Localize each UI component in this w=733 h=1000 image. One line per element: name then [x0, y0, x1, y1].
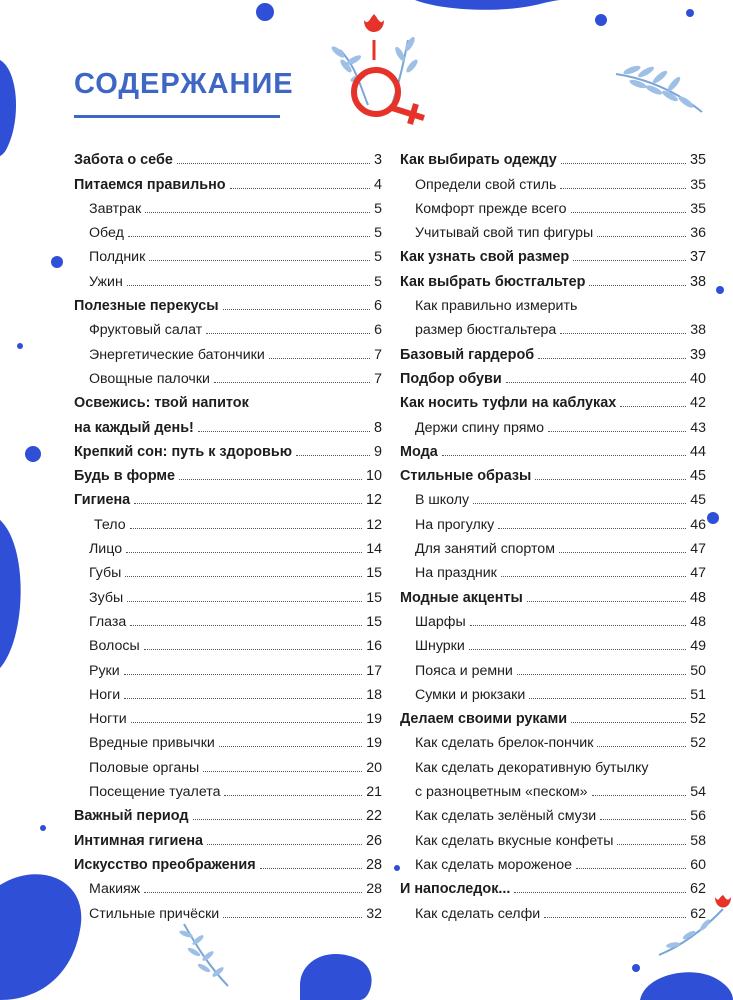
dot-leader [620, 406, 686, 407]
toc-entry-title: Для занятий спортом [415, 541, 555, 558]
title-underline [74, 115, 280, 118]
toc-page-number: 35 [689, 152, 706, 169]
dot-leader [529, 698, 686, 699]
dot-leader [561, 163, 686, 164]
toc-entry-title: Губы [89, 565, 122, 582]
toc-page-number: 60 [690, 856, 706, 873]
dot-leader [127, 285, 370, 286]
dot-leader [506, 382, 686, 383]
dot-leader [130, 625, 362, 626]
toc-entry[interactable] [74, 460, 382, 484]
dot [40, 825, 46, 831]
toc-entry[interactable] [400, 387, 706, 411]
toc-page-number: 56 [690, 808, 706, 825]
dot-leader [134, 503, 362, 504]
toc-page-number: 47 [690, 541, 706, 558]
toc-entry[interactable] [74, 897, 382, 921]
dot-leader [131, 722, 362, 723]
toc-entry-title: Будь в форме [74, 468, 176, 485]
page-title: СОДЕРЖАНИЕ [74, 68, 294, 100]
toc-page-number: 38 [689, 273, 706, 290]
toc-entry-title: Забота о себе [74, 152, 173, 169]
toc-entry[interactable] [400, 654, 706, 678]
toc-entry[interactable] [74, 508, 382, 532]
toc-entry-title: Вредные привычки [89, 735, 215, 752]
dot-leader [469, 649, 686, 650]
dot-leader [203, 771, 362, 772]
toc-entry[interactable] [74, 265, 382, 289]
dot [707, 512, 719, 524]
toc-entry[interactable] [400, 168, 706, 192]
toc-entry-title: на каждый день! [74, 419, 194, 436]
toc-page-number: 18 [366, 686, 382, 703]
toc-page-number: 6 [374, 322, 382, 339]
toc-entry-title: И напоследок... [400, 881, 511, 898]
toc-entry-title: Фруктовый салат [89, 322, 203, 339]
leaf-branch-icon [612, 60, 708, 120]
toc-entry[interactable] [400, 679, 706, 703]
dot [17, 343, 23, 349]
toc-entry[interactable] [400, 484, 706, 508]
toc-entry-title: Как сделать зелёный смузи [415, 808, 597, 825]
dot [51, 256, 63, 268]
toc-entry-title: Как сделать вкусные конфеты [415, 832, 614, 849]
toc-entry[interactable] [400, 751, 706, 800]
dot [25, 446, 41, 462]
dot-leader [128, 236, 370, 237]
toc-page-number: 42 [689, 395, 706, 412]
dot-leader [597, 236, 686, 237]
toc-page-number: 12 [365, 492, 382, 509]
toc-entry-title: Мода [400, 443, 438, 460]
toc-page-number: 12 [366, 516, 382, 533]
toc-entry-title: Половые органы [89, 759, 200, 776]
toc-page-number: 43 [690, 419, 706, 436]
toc-entry-title: Как сделать декоративную бутылку [415, 759, 649, 776]
dot-leader [571, 212, 687, 213]
toc-page-number: 20 [366, 759, 382, 776]
toc-entry[interactable] [400, 217, 706, 241]
toc-page-number: 47 [690, 565, 706, 582]
toc-entry-title: Стильные причёски [89, 905, 220, 922]
toc-entry[interactable] [74, 630, 382, 654]
dot-leader [296, 455, 370, 456]
toc-entry[interactable] [74, 581, 382, 605]
toc-entry-title: Модные акценты [400, 589, 523, 606]
blob-bottom-right [640, 972, 733, 1000]
dot-leader [207, 844, 362, 845]
dot-leader [527, 601, 686, 602]
toc-entry[interactable] [74, 193, 382, 217]
toc-page-number: 62 [690, 905, 706, 922]
toc-page-number: 19 [366, 735, 382, 752]
dot-leader [126, 552, 362, 553]
toc-page-number: 45 [690, 492, 706, 509]
dot-leader [223, 917, 362, 918]
toc-page-number: 28 [366, 881, 382, 898]
dot-leader [124, 674, 363, 675]
toc-entry-title: Держи спину прямо [415, 419, 545, 436]
dot-leader [224, 795, 362, 796]
toc-entry-title: Глаза [89, 613, 127, 630]
leaf-branch-bottom-icon [176, 920, 236, 990]
toc-entry[interactable] [400, 508, 706, 532]
toc-entry-title: В школу [415, 492, 470, 509]
toc-page-number: 4 [373, 176, 382, 193]
toc-entry-title: Зубы [89, 589, 124, 606]
toc-page-number: 49 [690, 638, 706, 655]
toc-entry-title: Подбор обуви [400, 370, 502, 387]
toc-entry-title: Освежись: твой напиток [74, 395, 249, 412]
toc-entry[interactable] [74, 290, 382, 314]
dot [632, 964, 640, 972]
toc-entry[interactable] [74, 800, 382, 824]
toc-page-number: 14 [366, 541, 382, 558]
toc-entry-title: Базовый гардероб [400, 346, 535, 363]
toc-entry-title: Завтрак [89, 200, 142, 217]
toc-entry-title: Как выбрать бюстгальтер [400, 273, 586, 290]
toc-entry[interactable] [400, 338, 706, 362]
toc-entry[interactable] [74, 727, 382, 751]
toc-page-number: 36 [690, 225, 706, 242]
toc-page-number: 46 [690, 516, 706, 533]
dot-leader [535, 479, 686, 480]
toc-page-number: 21 [366, 784, 382, 801]
toc-page-number: 45 [689, 468, 706, 485]
toc-entry-title: Волосы [89, 638, 140, 655]
dot-leader [442, 455, 686, 456]
dot-leader [573, 260, 686, 261]
toc-entry-title: Искусство преображения [74, 856, 256, 873]
dot-leader [269, 358, 370, 359]
toc-entry[interactable] [74, 217, 382, 241]
dot-leader [219, 746, 362, 747]
blob-top-left [0, 60, 16, 156]
toc-page-number: 15 [366, 565, 382, 582]
toc-entry-title: Пояса и ремни [415, 662, 513, 679]
toc-page-number: 22 [365, 808, 382, 825]
toc-page-number: 16 [366, 638, 382, 655]
toc-entry[interactable] [74, 484, 382, 508]
dot-leader [514, 892, 686, 893]
toc-page-number: 17 [366, 662, 382, 679]
toc-entry-title: с разноцветным «песком» [415, 784, 588, 801]
toc-entry-title: Важный период [74, 808, 189, 825]
toc-entry-title: Как сделать мороженое [415, 856, 573, 873]
toc-entry[interactable] [74, 751, 382, 775]
dot-leader [144, 649, 363, 650]
blob-bottom-center [300, 954, 372, 1000]
dot-leader [214, 382, 370, 383]
toc-entry-title: Ноги [89, 686, 121, 703]
toc-page-number: 37 [689, 249, 706, 266]
toc-page-number: 58 [690, 832, 706, 849]
toc-entry[interactable] [74, 776, 382, 800]
toc-entry[interactable] [74, 168, 382, 192]
toc-entry[interactable] [74, 363, 382, 387]
toc-page-number: 15 [366, 613, 382, 630]
dot-leader [498, 528, 686, 529]
toc-page-number: 35 [690, 200, 706, 217]
toc-entry[interactable] [400, 581, 706, 605]
toc-entry[interactable] [74, 387, 382, 436]
toc-entry[interactable] [400, 290, 706, 339]
dot-leader [560, 333, 686, 334]
dot-leader [592, 795, 687, 796]
dot-leader [145, 212, 370, 213]
toc-entry-title: Ужин [89, 273, 123, 290]
toc-entry[interactable] [400, 606, 706, 630]
toc-entry[interactable] [74, 436, 382, 460]
toc-page-number: 15 [366, 589, 382, 606]
dot-leader [206, 333, 370, 334]
toc-entry[interactable] [400, 800, 706, 824]
toc-entry[interactable] [400, 363, 706, 387]
toc-page-number: 51 [690, 686, 706, 703]
toc-entry-title: Овощные палочки [89, 370, 210, 387]
dot-leader [538, 358, 686, 359]
toc-entry-title: Как сделать брелок-пончик [415, 735, 594, 752]
toc-entry[interactable] [74, 144, 382, 168]
toc-page-number: 5 [374, 249, 382, 266]
toc-entry-title: На праздник [415, 565, 497, 582]
dot-leader [144, 892, 362, 893]
dot-leader [177, 163, 370, 164]
dot [686, 9, 694, 17]
dot-leader [517, 674, 686, 675]
toc-page-number: 9 [373, 443, 382, 460]
toc-entry-title: Шнурки [415, 638, 465, 655]
toc-entry[interactable] [74, 824, 382, 848]
toc-page-number: 38 [690, 322, 706, 339]
toc-page-number: 54 [690, 784, 706, 801]
blob-top-right [415, 0, 560, 10]
toc-entry-title: Как выбирать одежду [400, 152, 557, 169]
toc-entry[interactable] [400, 265, 706, 289]
toc-entry[interactable] [400, 849, 706, 873]
dot-leader [559, 552, 686, 553]
dot-leader [560, 188, 686, 189]
toc-entry[interactable] [74, 606, 382, 630]
dot [256, 3, 274, 21]
toc-entry[interactable] [74, 338, 382, 362]
toc-entry[interactable] [400, 630, 706, 654]
dot-leader [179, 479, 362, 480]
toc-entry[interactable] [400, 727, 706, 751]
dot-leader [125, 576, 362, 577]
toc-entry[interactable] [74, 679, 382, 703]
dot-leader [124, 698, 362, 699]
toc-entry-title: Определи свой стиль [415, 176, 557, 193]
toc-page-number: 48 [689, 589, 706, 606]
dot-leader [127, 601, 362, 602]
toc-page-number: 7 [374, 346, 382, 363]
toc-entry-title: Гигиена [74, 492, 131, 509]
dot-leader [130, 528, 363, 529]
toc-page-number: 52 [689, 711, 706, 728]
toc-page-number: 52 [690, 735, 706, 752]
toc-entry-title: Полезные перекусы [74, 298, 219, 315]
toc-entry[interactable] [74, 873, 382, 897]
toc-entry-title: Интимная гигиена [74, 832, 204, 849]
toc-page-number: 40 [689, 370, 706, 387]
toc-entry-title: На прогулку [415, 516, 495, 533]
toc-entry-title: Делаем своими руками [400, 711, 568, 728]
toc-entry[interactable] [400, 533, 706, 557]
toc-entry-title: Полдник [89, 249, 146, 266]
dot-leader [149, 260, 370, 261]
dot [716, 286, 724, 294]
toc-entry-title: Крепкий сон: путь к здоровью [74, 443, 293, 460]
toc-page-number: 35 [690, 176, 706, 193]
dot-leader [617, 844, 686, 845]
toc-entry-title: Как носить туфли на каблуках [400, 395, 617, 412]
toc-entry-title: Шарфы [415, 613, 466, 630]
dot-leader [597, 746, 686, 747]
toc-entry[interactable] [400, 557, 706, 581]
toc-entry-title: размер бюстгальтера [415, 322, 557, 339]
dot-leader [576, 868, 686, 869]
toc-page-number: 5 [374, 200, 382, 217]
toc-entry-title: Комфорт прежде всего [415, 200, 567, 217]
toc-entry-title: Питаемся правильно [74, 176, 226, 193]
dot-leader [230, 188, 370, 189]
toc-entry[interactable] [400, 897, 706, 921]
dot-leader [501, 576, 686, 577]
dot-leader [548, 431, 686, 432]
toc-entry-title: Сумки и рюкзаки [415, 686, 526, 703]
toc-entry[interactable] [74, 533, 382, 557]
toc-page-number: 7 [374, 370, 382, 387]
toc-entry-title: Как сделать селфи [415, 905, 541, 922]
toc-page-number: 5 [374, 225, 382, 242]
dot-leader [470, 625, 687, 626]
toc-entry-title: Как правильно измерить [415, 298, 578, 315]
toc-entry[interactable] [400, 703, 706, 727]
toc-right-column [400, 144, 706, 922]
toc-entry-title: Посещение туалета [89, 784, 221, 801]
toc-page-number: 32 [366, 905, 382, 922]
dot-leader [589, 285, 686, 286]
toc-entry[interactable] [74, 703, 382, 727]
dot-leader [473, 503, 686, 504]
toc-entry-title: Руки [89, 662, 120, 679]
dot-leader [260, 868, 362, 869]
toc-entry-title: Обед [89, 225, 124, 242]
venus-flower-icon [320, 10, 460, 130]
toc-page-number: 50 [690, 662, 706, 679]
toc-entry[interactable] [400, 460, 706, 484]
toc-entry-title: Тело [94, 516, 126, 533]
dot [595, 14, 607, 26]
toc-entry-title: Учитывай свой тип фигуры [415, 225, 594, 242]
toc-page-number: 44 [689, 443, 706, 460]
blob-mid-left [0, 520, 21, 668]
toc-entry[interactable] [400, 824, 706, 848]
toc-entry[interactable] [400, 241, 706, 265]
dot-leader [223, 309, 370, 310]
toc-entry-title: Как узнать свой размер [400, 249, 570, 266]
toc-entry[interactable] [400, 193, 706, 217]
toc-entry[interactable] [74, 557, 382, 581]
toc-entry[interactable] [74, 314, 382, 338]
toc-page-number: 19 [366, 711, 382, 728]
dot-leader [571, 722, 686, 723]
dot-leader [544, 917, 686, 918]
toc-left-column [74, 144, 382, 922]
toc-entry[interactable] [400, 144, 706, 168]
toc-page-number: 39 [689, 346, 706, 363]
toc-entry-title: Ногти [89, 711, 127, 728]
dot-leader [193, 819, 362, 820]
toc-entry-title: Стильные образы [400, 468, 532, 485]
toc-entry-title: Энергетические батончики [89, 346, 265, 363]
toc-entry[interactable] [400, 873, 706, 897]
toc-entry[interactable] [74, 849, 382, 873]
toc-entry[interactable] [400, 411, 706, 435]
toc-entry[interactable] [400, 436, 706, 460]
toc-page-number: 28 [365, 856, 382, 873]
toc-page-number: 10 [365, 468, 382, 485]
toc-page-number: 26 [365, 832, 382, 849]
toc-page-number: 48 [690, 613, 706, 630]
toc-page-number: 62 [689, 881, 706, 898]
toc-page-number: 8 [373, 419, 382, 436]
toc-entry[interactable] [74, 654, 382, 678]
blob-bottom-left [0, 874, 81, 1000]
dot-leader [198, 431, 370, 432]
dot-leader [600, 819, 686, 820]
toc-entry-title: Макияж [89, 881, 141, 898]
toc-page-number: 5 [374, 273, 382, 290]
toc-entry-title: Лицо [89, 541, 123, 558]
toc-page-number: 6 [373, 298, 382, 315]
toc-entry[interactable] [74, 241, 382, 265]
toc-page-number: 3 [373, 152, 382, 169]
